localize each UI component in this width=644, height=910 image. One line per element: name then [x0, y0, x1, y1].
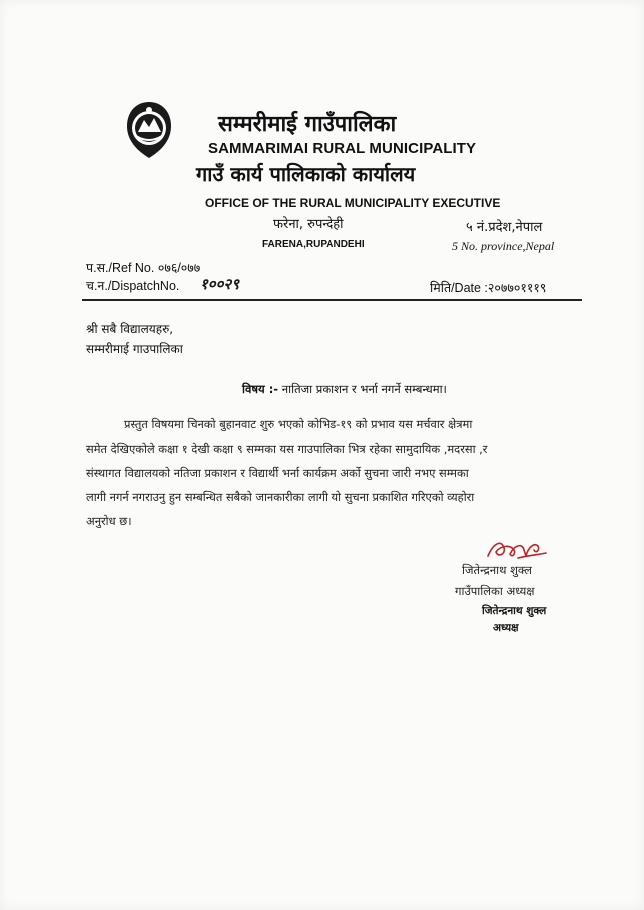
municipality-name-en: SAMMARIMAI RURAL MUNICIPALITY [208, 140, 477, 157]
dispatch-number-label: च.न./DispatchNo. [86, 279, 180, 293]
subject-text: नातिजा प्रकाशन र भर्ना नगर्ने सम्बन्धमा। [281, 382, 447, 396]
signatory-name: जितेन्द्रनाथ शुक्ल [462, 563, 532, 577]
stamp-title: अध्यक्ष [493, 622, 519, 634]
signatory-title: गाउँपालिका अध्यक्ष [455, 584, 535, 598]
office-name-en: OFFICE OF THE RURAL MUNICIPALITY EXECUTIVE [205, 196, 501, 210]
recipient-line-1: श्री सबै विद्यालयहरु, [86, 322, 174, 336]
subject-label: विषय :- [242, 382, 279, 396]
province-en: 5 No. province,Nepal [452, 239, 555, 253]
recipient-line-2: सम्मरीमाई गाउपालिका [86, 342, 183, 356]
municipality-name-np: सम्मरीमाई गाउँपालिका [218, 112, 397, 137]
stamp-name: जितेन्द्रनाथ शुक्ल [482, 605, 547, 617]
subject-line [242, 382, 447, 397]
date: मिति/Date :२०७७०१११९ [430, 281, 547, 295]
body-line-5: अनुरोध छ। [86, 514, 132, 528]
location-np: फरेना, रुपन्देही [273, 217, 344, 232]
office-name-np: गाउँ कार्य पालिकाको कार्यालय [196, 162, 416, 186]
municipality-emblem-icon [124, 100, 174, 160]
dispatch-number-value: १००२९ [200, 275, 240, 293]
signature-icon [484, 536, 548, 562]
header-divider [82, 299, 582, 301]
body-line-4: लागी नगर्न नगराउनु हुन सम्बन्धित सबैको जानकारीका लागी यो सुचना प्रकाशित गरिएको व्यहोरा [86, 490, 475, 504]
body-line-1: प्रस्तुत विषयमा चिनको बुहानवाट शुरु भएको कोभिड-१९ को प्रभाव यस मर्चवार क्षेत्रमा [124, 417, 473, 431]
province-np: ५ नं.प्रदेश,नेपाल [466, 220, 543, 235]
body-line-2: समेत देखिएकोले कक्षा १ देखी कक्षा ९ सम्मका यस गाउपालिका भित्र रहेका सामुदायिक ,मदरसा ,र [86, 442, 488, 456]
body-line-3: संस्थागत विद्यालयको नतिजा प्रकाशन र विद्यार्थी भर्ना कार्यक्रम अर्को सुचना जारी नभए सम्मका [86, 466, 469, 480]
ref-number: प.स./Ref No. ०७६/०७७ [86, 261, 201, 275]
location-en: FARENA,RUPANDEHI [262, 239, 365, 250]
